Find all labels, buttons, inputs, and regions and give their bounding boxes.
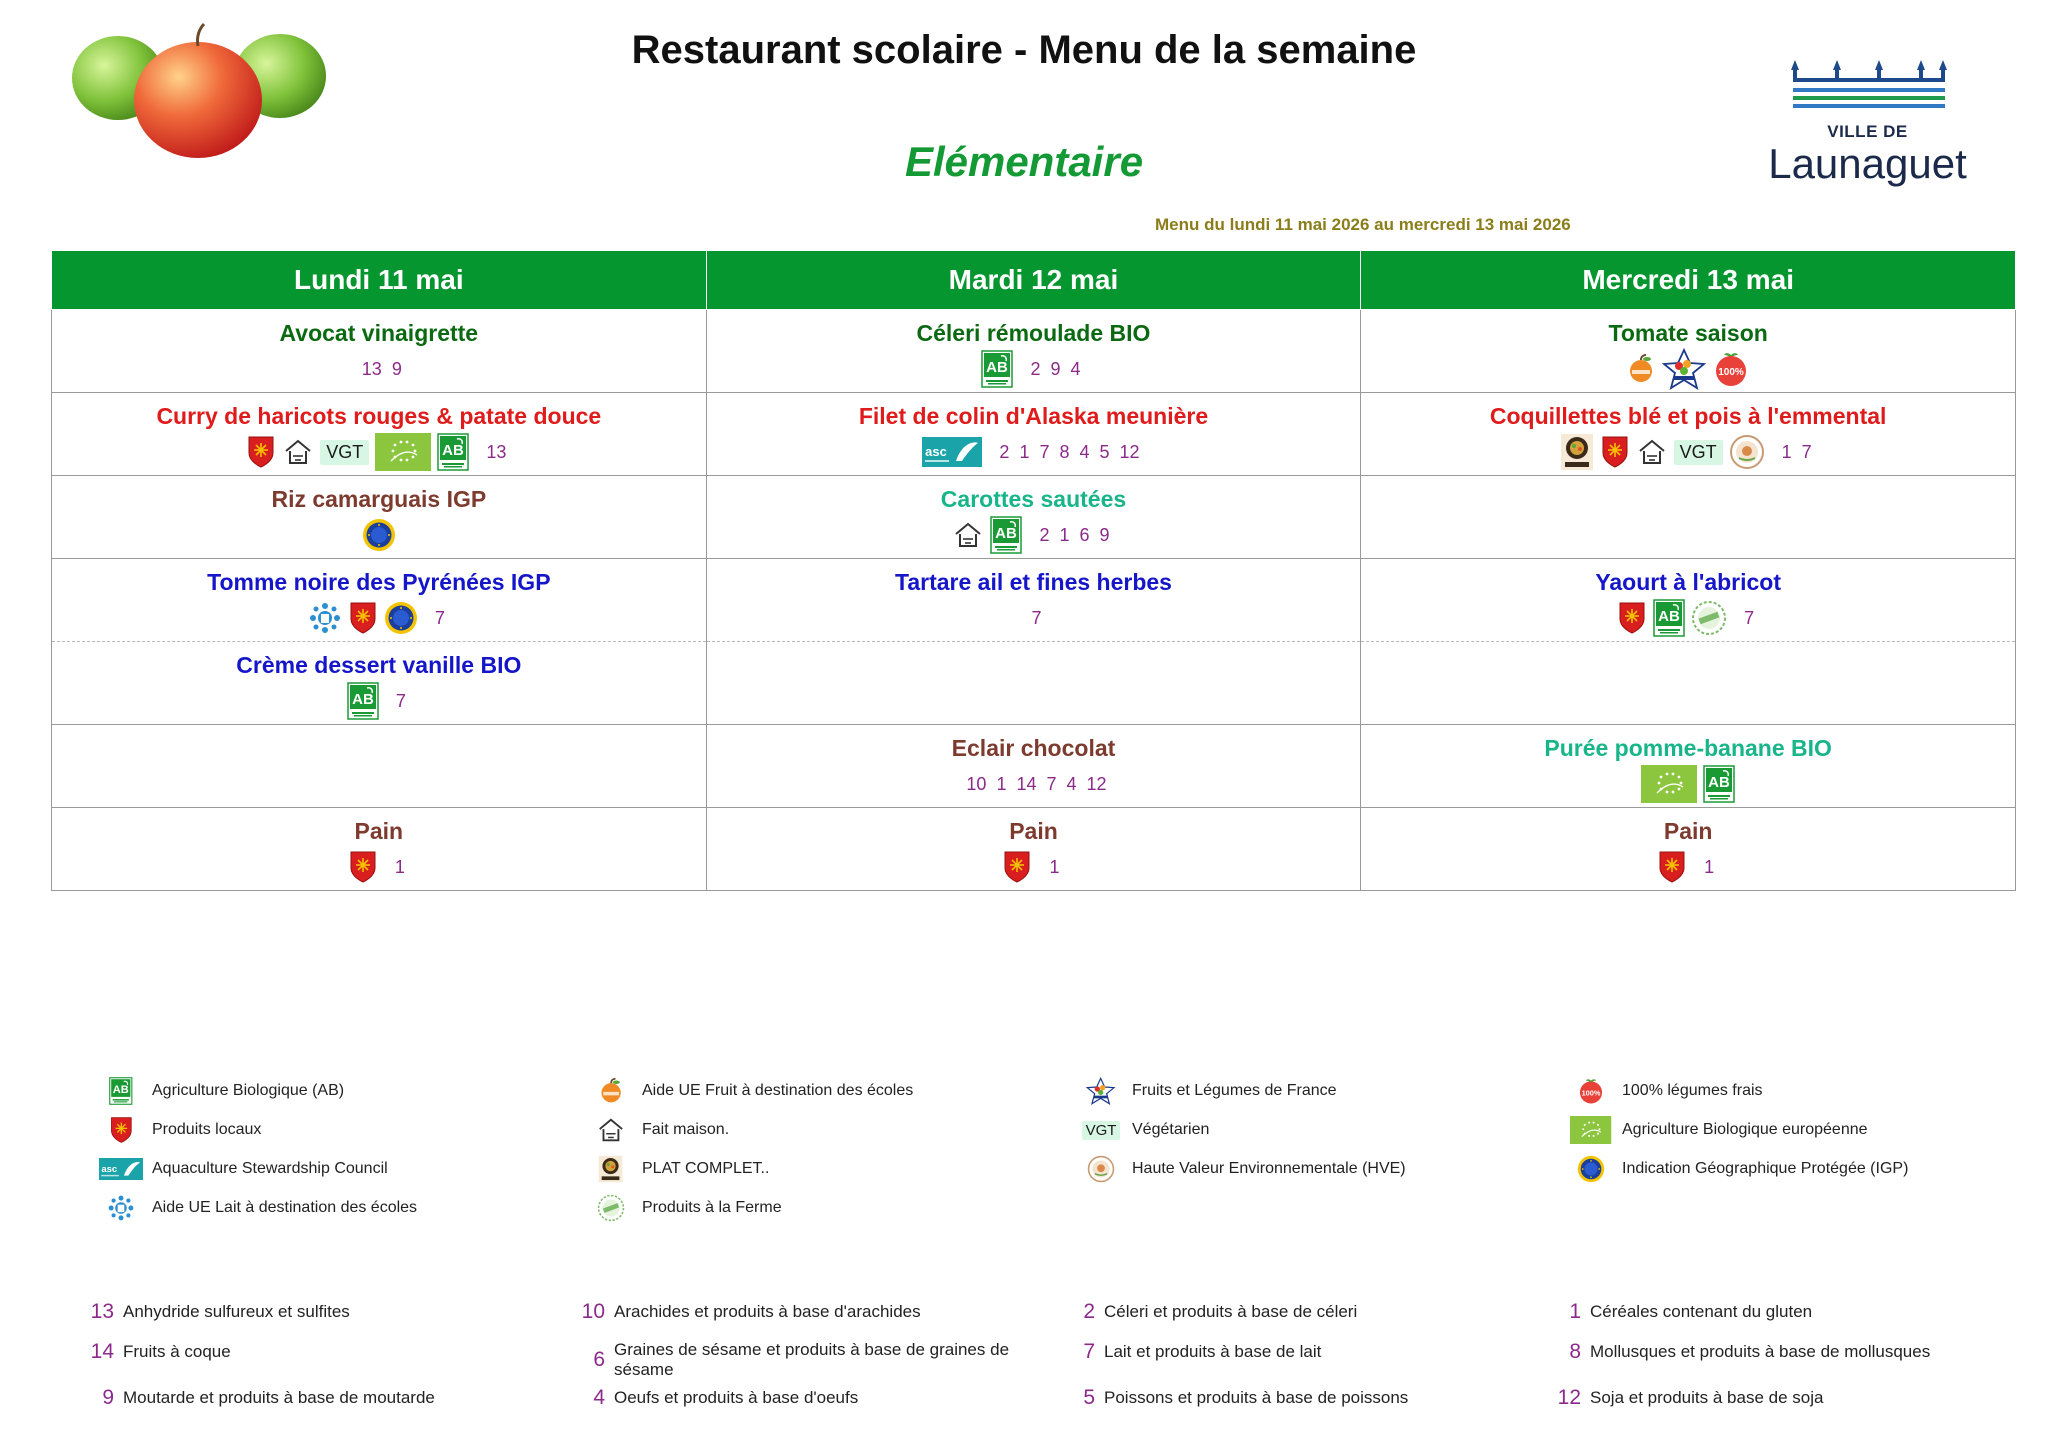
allergen-code: 7: [434, 607, 445, 628]
allergen-code: 12: [1086, 773, 1107, 794]
dish-name: Pain: [354, 818, 404, 844]
menu-table: [51, 250, 2016, 891]
dish-labels: [52, 434, 706, 470]
legend-item: [1568, 1154, 1908, 1184]
dish-labels: [707, 766, 1361, 802]
legend-item: [588, 1076, 913, 1106]
allergen-code: 1: [1049, 856, 1060, 877]
legend-item: [1078, 1115, 1209, 1145]
svg-text:AB: AB: [1658, 608, 1680, 625]
menu-row: [52, 725, 2016, 808]
legend-item: [98, 1076, 344, 1106]
ue-lait-icon: [308, 601, 342, 635]
legend-item: [588, 1193, 782, 1223]
menu-row: [52, 476, 2016, 559]
allergen-codes: [1699, 857, 1719, 878]
fait-maison-icon: [1636, 437, 1668, 467]
ue-lait-icon: [107, 1194, 135, 1222]
allergen-legend-item: [1065, 1386, 1505, 1410]
asc-icon: [922, 437, 982, 467]
allergen-label: Oeufs et produits à base d'oeufs: [614, 1388, 859, 1407]
menu-cell: [1361, 642, 2016, 725]
page-title: Restaurant scolaire - Menu de la semaine: [631, 28, 1417, 72]
allergen-legend-item: [1551, 1386, 1991, 1410]
legend-item: [588, 1115, 729, 1145]
ab-icon: [437, 433, 469, 471]
menu-row: [52, 642, 2016, 725]
day-header-mercredi: Mercredi 13 mai: [1361, 251, 2016, 310]
produits-locaux-icon: [109, 1116, 134, 1144]
allergen-label: Céréales contenant du gluten: [1590, 1302, 1813, 1321]
dish-labels: [52, 600, 706, 636]
vgt-badge-text: VGT: [1674, 440, 1723, 465]
allergen-number: 13: [90, 1300, 114, 1323]
vgt-badge-text: VGT: [1082, 1121, 1121, 1140]
dish-labels: [1361, 766, 2015, 802]
allergen-codes: [961, 774, 1111, 795]
dish-name: Purée pomme-banane BIO: [1544, 735, 1832, 761]
ab-icon: [990, 516, 1022, 554]
allergen-number: 7: [1083, 1340, 1095, 1363]
fait-maison-icon: [596, 1116, 626, 1144]
legend-label: Produits à la Ferme: [642, 1199, 782, 1216]
ab-icon: [1653, 599, 1685, 637]
allergen-code: 6: [1079, 524, 1090, 545]
logo-city-name: Launaguet: [1768, 140, 1967, 187]
dish-labels: [52, 683, 706, 719]
allergen-code: 9: [391, 358, 402, 379]
menu-cell: [706, 393, 1361, 476]
legend-label: Produits locaux: [152, 1121, 262, 1138]
allergen-number: 14: [90, 1340, 114, 1363]
allergen-codes: [1044, 857, 1064, 878]
menu-cell: [706, 476, 1361, 559]
allergen-code: 2: [1030, 358, 1041, 379]
allergen-number: 9: [102, 1386, 114, 1409]
allergen-code: 1: [1781, 441, 1792, 462]
eu-bio-icon: [375, 433, 431, 471]
igp-icon: [362, 518, 396, 552]
allergen-legend-item: [575, 1340, 1015, 1380]
svg-text:AB: AB: [1708, 774, 1730, 791]
allergen-code: 4: [1066, 773, 1077, 794]
allergen-code: 5: [1099, 441, 1110, 462]
menu-cell: [52, 393, 707, 476]
allergen-legend-item: [84, 1300, 524, 1324]
dish-labels: [1361, 600, 2015, 636]
allergen-codes: [1034, 525, 1114, 546]
allergen-legend-item: [575, 1300, 1015, 1324]
hundred-badge-text: 100%: [1718, 367, 1744, 378]
svg-text:AB: AB: [986, 359, 1009, 376]
allergen-number: 2: [1083, 1300, 1095, 1323]
dish-labels: [52, 517, 706, 553]
allergen-legend-item: [1065, 1340, 1505, 1364]
legend-item: [1568, 1076, 1763, 1106]
allergen-label: Arachides et produits à base d'arachides: [614, 1302, 921, 1321]
allergen-number: 10: [581, 1300, 605, 1323]
allergen-label: Céleri et produits à base de céleri: [1104, 1302, 1358, 1321]
legend-label: Haute Valeur Environnementale (HVE): [1132, 1160, 1406, 1177]
hundred-badge-text: 100%: [1581, 1088, 1601, 1098]
ab-icon: [347, 682, 379, 720]
menu-cell: [706, 310, 1361, 393]
legend-label: Agriculture Biologique européenne: [1622, 1121, 1868, 1138]
dish-labels: [707, 351, 1361, 387]
menu-cell: [706, 642, 1361, 725]
allergen-legend-item: [575, 1386, 1015, 1410]
legend-label: Aide UE Fruit à destination des écoles: [642, 1082, 914, 1099]
allergen-label: Graines de sésame et produits à base de graines de sésame: [614, 1340, 1010, 1379]
menu-cell: [1361, 559, 2016, 642]
menu-cell: [706, 725, 1361, 808]
legend-item: [588, 1154, 769, 1184]
legend-label: 100% légumes frais: [1622, 1082, 1763, 1099]
legend-item: [98, 1193, 417, 1223]
allergen-code: 2: [999, 441, 1010, 462]
ue-fruit-icon: [598, 1077, 624, 1105]
allergen-label: Soja et produits à base de soja: [1590, 1388, 1824, 1407]
allergen-label: Anhydride sulfureux et sulfites: [123, 1302, 350, 1321]
menu-cell: [706, 559, 1361, 642]
dish-labels: [707, 434, 1361, 470]
fruits-legumes-france-icon: [1086, 1077, 1115, 1105]
vgt-badge-text: VGT: [320, 440, 369, 465]
allergen-legend-item: [1551, 1340, 1991, 1364]
dish-name: Eclair chocolat: [951, 735, 1116, 761]
menu-cell: [1361, 310, 2016, 393]
allergen-legend-item: [84, 1386, 524, 1410]
allergen-code: 7: [1046, 773, 1057, 794]
plat-complet-icon: [598, 1155, 623, 1183]
dish-name: Pain: [1009, 818, 1058, 844]
dish-name: Coquillettes blé et pois à l'emmental: [1489, 403, 1887, 429]
produits-locaux-icon: [1600, 435, 1630, 469]
legend-label: Indication Géographique Protégée (IGP): [1622, 1160, 1909, 1177]
hve-icon: [1729, 434, 1765, 470]
dish-name: Riz camarguais IGP: [271, 486, 487, 512]
allergen-codes: [1026, 608, 1046, 629]
vgt-icon: [1674, 440, 1723, 465]
allergen-code: 10: [966, 773, 987, 794]
dish-name: Curry de haricots rouges & patate douce: [156, 403, 602, 429]
allergen-label: Fruits à coque: [123, 1342, 231, 1361]
dish-name: Tomate saison: [1608, 320, 1768, 346]
allergen-code: 7: [1031, 607, 1042, 628]
dish-name: Yaourt à l'abricot: [1595, 569, 1781, 595]
ab-icon: [109, 1077, 133, 1105]
legend-item: [98, 1154, 388, 1184]
produits-locaux-icon: [1657, 850, 1687, 884]
allergen-code: 1: [1059, 524, 1070, 545]
allergen-code: 1: [1704, 856, 1715, 877]
eu-bio-icon: [1641, 765, 1697, 803]
svg-text:asc: asc: [101, 1163, 118, 1175]
dish-labels: [707, 517, 1361, 553]
menu-cell: [52, 725, 707, 808]
dish-labels: [52, 849, 706, 885]
menu-date-range: Menu du lundi 11 mai 2026 au mercredi 13 mai 2026: [1155, 215, 1571, 234]
dish-labels: [1361, 849, 2015, 885]
dish-labels: [707, 849, 1361, 885]
legend-label: PLAT COMPLET..: [642, 1160, 770, 1177]
dish-name: Tartare ail et fines herbes: [895, 569, 1172, 595]
allergen-code: 4: [1070, 358, 1081, 379]
legend-item: [98, 1115, 261, 1145]
fruits-legumes-france-icon: [1662, 348, 1706, 390]
produits-locaux-icon: [348, 850, 378, 884]
menu-cell: [52, 642, 707, 725]
allergen-codes: [1777, 442, 1817, 463]
allergen-number: 8: [1569, 1340, 1581, 1363]
allergen-code: 13: [486, 441, 507, 462]
ferme-icon: [597, 1194, 625, 1222]
dish-labels: [52, 351, 706, 387]
allergen-legend-item: [1551, 1300, 1991, 1324]
allergen-legend-item: [84, 1340, 524, 1364]
menu-cell: [706, 808, 1361, 891]
menu-cell: [52, 310, 707, 393]
dish-labels: [707, 600, 1361, 636]
ab-icon: [981, 350, 1013, 388]
allergen-label: Lait et produits à base de lait: [1104, 1342, 1322, 1361]
menu-cell: [1361, 393, 2016, 476]
allergen-label: Moutarde et produits à base de moutarde: [123, 1388, 435, 1407]
allergen-codes: [481, 442, 511, 463]
allergen-label: Poissons et produits à base de poissons: [1104, 1388, 1409, 1407]
allergen-code: 1: [996, 773, 1007, 794]
ferme-icon: [1691, 600, 1727, 636]
menu-cell: [1361, 476, 2016, 559]
allergen-number: 4: [593, 1386, 605, 1409]
svg-text:AB: AB: [442, 442, 465, 459]
vgt-icon: [320, 440, 369, 465]
allergen-code: 12: [1119, 441, 1140, 462]
allergen-codes: [390, 857, 410, 878]
legend-label: Fruits et Légumes de France: [1132, 1082, 1337, 1099]
menu-row: [52, 393, 2016, 476]
eu-bio-icon: [1570, 1116, 1611, 1144]
fait-maison-icon: [952, 520, 984, 550]
dish-name: Céleri rémoulade BIO: [916, 320, 1151, 346]
day-header-lundi: Lundi 11 mai: [52, 251, 707, 310]
legend-label: Fait maison.: [642, 1121, 730, 1138]
igp-icon: [384, 601, 418, 635]
allergen-codes: [357, 359, 407, 380]
allergen-number: 6: [593, 1348, 605, 1371]
legumes-frais-icon: [1577, 1077, 1605, 1105]
allergen-codes: [391, 691, 411, 712]
ue-fruit-icon: [1626, 353, 1656, 385]
menu-cell: [1361, 725, 2016, 808]
menu-row: [52, 559, 2016, 642]
menu-row: [52, 310, 2016, 393]
allergen-code: 13: [361, 358, 382, 379]
svg-text:AB: AB: [351, 691, 374, 708]
menu-cell: [52, 476, 707, 559]
dish-name: Avocat vinaigrette: [279, 320, 479, 346]
igp-icon: [1577, 1155, 1605, 1183]
dish-name: Crème dessert vanille BIO: [236, 652, 522, 678]
allergen-number: 5: [1083, 1386, 1095, 1409]
asc-icon: [99, 1158, 143, 1180]
svg-text:AB: AB: [113, 1084, 129, 1097]
legend-label: Aquaculture Stewardship Council: [152, 1160, 388, 1177]
logo-ville-de: VILLE DE: [1827, 122, 1908, 141]
allergen-code: 7: [1801, 441, 1812, 462]
dish-labels: [1361, 434, 2015, 470]
legumes-frais-icon: [1712, 350, 1750, 388]
allergen-number: 12: [1557, 1386, 1581, 1409]
dish-name: Pain: [1663, 818, 1713, 844]
allergen-codes: [1025, 359, 1085, 380]
menu-cell: [1361, 808, 2016, 891]
allergen-code: 9: [1099, 524, 1110, 545]
allergen-codes: [430, 608, 450, 629]
day-header-mardi: Mardi 12 mai: [706, 251, 1361, 310]
produits-locaux-icon: [246, 435, 276, 469]
allergen-code: 7: [1039, 441, 1050, 462]
allergen-codes: [994, 442, 1144, 463]
produits-locaux-icon: [1617, 601, 1647, 635]
allergen-code: 1: [1019, 441, 1030, 462]
dish-labels: [1361, 351, 2015, 387]
allergen-code: 4: [1079, 441, 1090, 462]
menu-cell: [52, 808, 707, 891]
allergen-legend-item: [1065, 1300, 1505, 1324]
hve-icon: [1087, 1155, 1115, 1183]
dish-name: Tomme noire des Pyrénées IGP: [207, 569, 551, 595]
ab-icon: [1703, 765, 1735, 803]
allergen-code: 7: [1744, 607, 1755, 628]
legend-item: [1568, 1115, 1868, 1145]
allergen-label: Mollusques et produits à base de mollusques: [1590, 1342, 1931, 1361]
allergen-codes: [1739, 608, 1759, 629]
dish-name: Filet de colin d'Alaska meunière: [858, 403, 1209, 429]
legend-item: [1078, 1076, 1337, 1106]
allergen-number: 1: [1569, 1300, 1581, 1323]
menu-cell: [52, 559, 707, 642]
legend-item: [1078, 1154, 1406, 1184]
legend-label: Aide UE Lait à destination des écoles: [152, 1199, 418, 1216]
page-subtitle: Elémentaire: [904, 138, 1144, 185]
allergen-code: 2: [1039, 524, 1050, 545]
city-logo: [1765, 58, 1970, 188]
plat-complet-icon: [1560, 433, 1594, 471]
allergen-code: 8: [1059, 441, 1070, 462]
produits-locaux-icon: [348, 601, 378, 635]
allergen-code: 1: [394, 856, 405, 877]
svg-text:AB: AB: [995, 525, 1018, 542]
fait-maison-icon: [282, 437, 314, 467]
legend-label: Végétarien: [1132, 1121, 1210, 1138]
vgt-icon: [1082, 1121, 1121, 1140]
allergen-code: 14: [1016, 773, 1037, 794]
legend-label: Agriculture Biologique (AB): [152, 1082, 345, 1099]
dish-name: Carottes sautées: [940, 486, 1127, 512]
svg-text:asc: asc: [925, 444, 948, 459]
allergen-code: 7: [395, 690, 406, 711]
menu-row: [52, 808, 2016, 891]
produits-locaux-icon: [1002, 850, 1032, 884]
allergen-code: 9: [1050, 358, 1061, 379]
